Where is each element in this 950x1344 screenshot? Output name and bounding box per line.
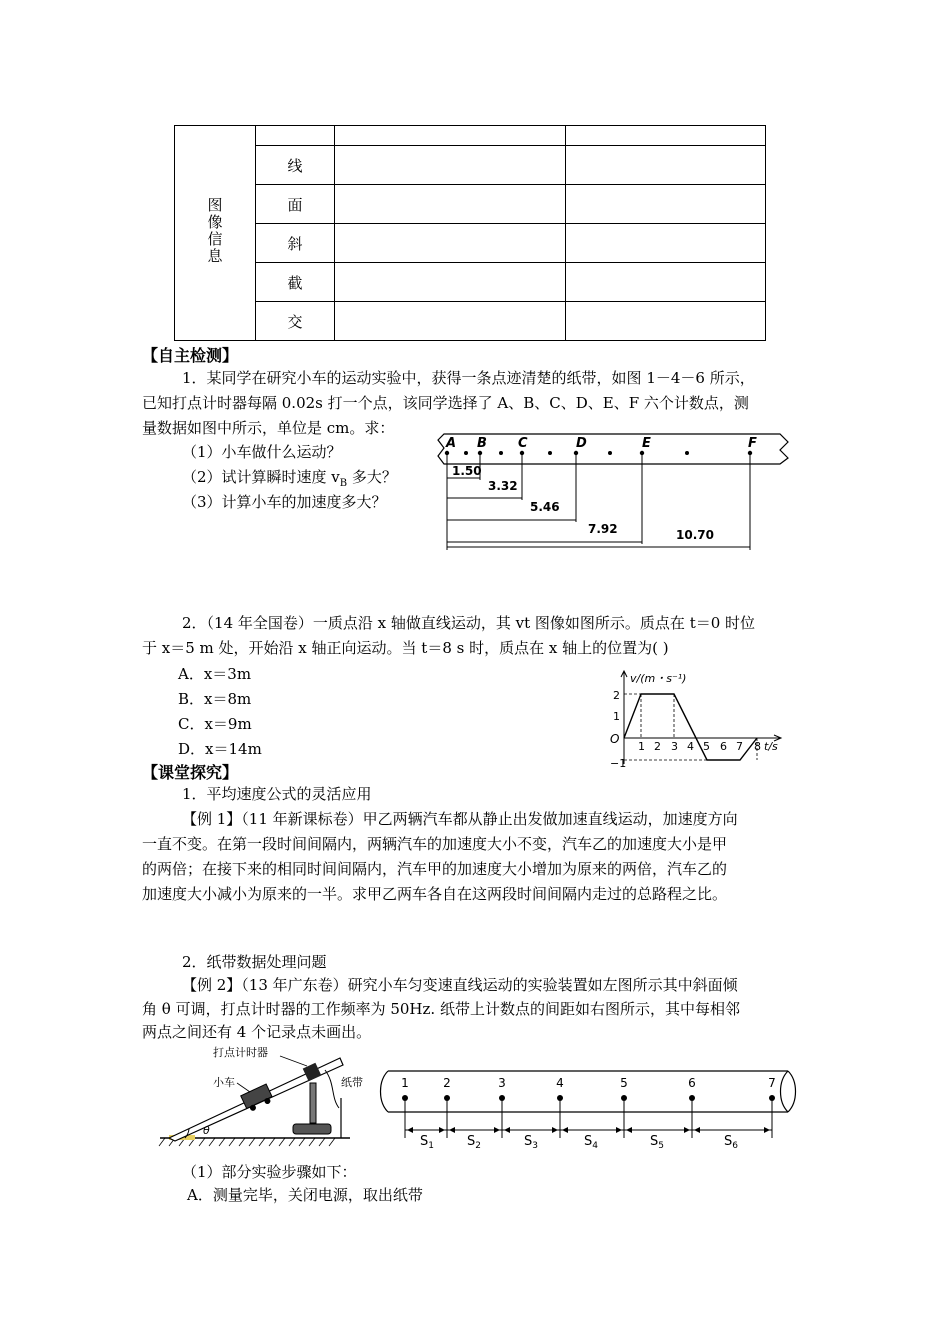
q1-line1: 1．某同学在研究小车的运动实验中，获得一条点迹清楚的纸带，如图 1－4－6 所示， — [182, 369, 755, 387]
tape-figure-1 — [430, 428, 800, 553]
vt-xtick: 2 — [654, 740, 661, 753]
vt-xtick: 4 — [687, 740, 694, 753]
example2-line3: 两点之间还有 4 个记录点未画出。 — [142, 1023, 372, 1041]
table-group-cell — [175, 126, 256, 341]
tape1-distance: 7.92 — [588, 522, 618, 536]
table-row-label: 交 — [256, 302, 335, 341]
vt-ylabel: v/(m・s⁻¹) — [630, 672, 687, 685]
section-heading-class-explore: 【课堂探究】 — [142, 763, 239, 782]
tape-figure-2 — [378, 1066, 798, 1152]
table-row-label: 线 — [256, 146, 335, 185]
section-heading-self-check: 【自主检测】 — [142, 346, 239, 365]
timer-label: 打点计时器 — [213, 1046, 268, 1059]
tape1-distance: 3.32 — [488, 479, 518, 493]
vt-xtick: 5 — [703, 740, 710, 753]
q1-sub2: （2）试计算瞬时速度 $v_B$ 多大？ — [182, 468, 397, 489]
tape2-segment: $S_5$ — [650, 1134, 664, 1151]
vt-origin: O — [610, 732, 620, 746]
tape2-point-label: 6 — [688, 1076, 696, 1090]
angle-label: θ — [203, 1124, 210, 1137]
tape2-segment: $S_4$ — [584, 1134, 598, 1151]
steps-title: （1）部分实验步骤如下： — [182, 1163, 357, 1181]
q1-sub1: （1）小车做什么运动？ — [182, 443, 342, 461]
topic1: 1．平均速度公式的灵活应用 — [182, 785, 372, 803]
tape2-point-label: 4 — [556, 1076, 564, 1090]
vt-xtick: 1 — [638, 740, 645, 753]
tape2-segment: $S_6$ — [724, 1134, 738, 1151]
table-row-label: 面 — [256, 185, 335, 224]
example1-line1: 【例 1】（11 年新课标卷）甲乙两辆汽车都从静止出发做加速直线运动，加速度方向 — [182, 810, 738, 828]
example2-line1: 【例 2】（13 年广东卷）研究小车匀变速直线运动的实验装置如左图所示其中斜面倾 — [182, 976, 738, 994]
tape2-segment: $S_2$ — [467, 1134, 481, 1151]
tape2-point-label: 1 — [401, 1076, 409, 1090]
tape1-distance: 1.50 — [452, 464, 482, 478]
table-group-label: 图像信息 — [205, 197, 224, 265]
tape1-point-label: A — [446, 436, 457, 451]
q2-option-d: D．x＝14m — [178, 740, 262, 758]
example1-line2: 一直不变。在第一段时间间隔内，两辆汽车的加速度大小不变，汽车乙的加速度大小是甲 — [142, 835, 728, 853]
q1-line3: 量数据如图中所示，单位是 cm。求： — [142, 419, 395, 437]
tape2-point-label: 3 — [498, 1076, 506, 1090]
tape1-point-label: D — [576, 436, 587, 451]
q2-option-c: C．x＝9m — [178, 715, 252, 733]
example2-line2: 角 θ 可调，打点计时器的工作频率为 50Hz. 纸带上计数点的间距如右图所示，其中每相邻 — [142, 1000, 740, 1018]
example1-line3: 的两倍；在接下来的相同时间间隔内，汽车甲的加速度大小增加为原来的两倍，汽车乙的 — [142, 860, 728, 878]
vt-xtick: 3 — [671, 740, 678, 753]
tape-label: 纸带 — [341, 1076, 363, 1089]
example1-line4: 加速度大小减小为原来的一半。求甲乙两车各自在这两段时间间隔内走过的总路程之比。 — [142, 885, 728, 903]
tape1-distance: 10.70 — [676, 528, 714, 542]
tape2-segment: $S_1$ — [420, 1134, 434, 1151]
vt-ytick: 1 — [613, 710, 620, 723]
tape1-point-label: B — [477, 436, 487, 451]
tape1-point-label: C — [518, 436, 528, 451]
q2-line1: 2．（14 年全国卷）一质点沿 x 轴做直线运动，其 vt 图像如图所示。质点在 t＝0 时位 — [182, 614, 756, 632]
step-a: A．测量完毕，关闭电源，取出纸带 — [187, 1186, 423, 1204]
tape2-point-label: 2 — [443, 1076, 451, 1090]
tape1-distance: 5.46 — [530, 500, 560, 514]
vt-ytick: −1 — [610, 757, 627, 768]
q1-sub3: （3）计算小车的加速度多大？ — [182, 493, 387, 511]
tape2-segment: $S_3$ — [524, 1134, 538, 1151]
table-row-label: 斜 — [256, 224, 335, 263]
vt-ytick: 2 — [613, 689, 620, 702]
vt-graph — [610, 668, 790, 768]
vt-xtick: 6 — [720, 740, 727, 753]
q1-line2: 已知打点计时器每隔 0.02s 打一个点，该同学选择了 A、B、C、D、E、F 六个计数点，测 — [142, 394, 749, 412]
tape2-point-label: 7 — [768, 1076, 776, 1090]
image-info-table — [174, 125, 766, 341]
q2-option-b: B．x＝8m — [178, 690, 252, 708]
tape1-point-label: E — [642, 436, 651, 451]
cart-label: 小车 — [213, 1076, 235, 1089]
q2-line2: 于 x＝5 m 处，开始沿 x 轴正向运动。当 t＝8 s 时，质点在 x 轴上的位置为( ) — [142, 639, 669, 657]
tape1-point-label: F — [748, 436, 757, 451]
tape2-point-label: 5 — [620, 1076, 628, 1090]
vt-xlabel: t/s — [764, 740, 778, 753]
topic2: 2．纸带数据处理问题 — [182, 953, 327, 971]
vt-xtick: 7 — [736, 740, 743, 753]
table-row-label: 截 — [256, 263, 335, 302]
q2-option-a: A．x＝3m — [178, 665, 252, 683]
apparatus-figure — [155, 1038, 375, 1150]
vt-xtick: 8 — [754, 740, 761, 753]
